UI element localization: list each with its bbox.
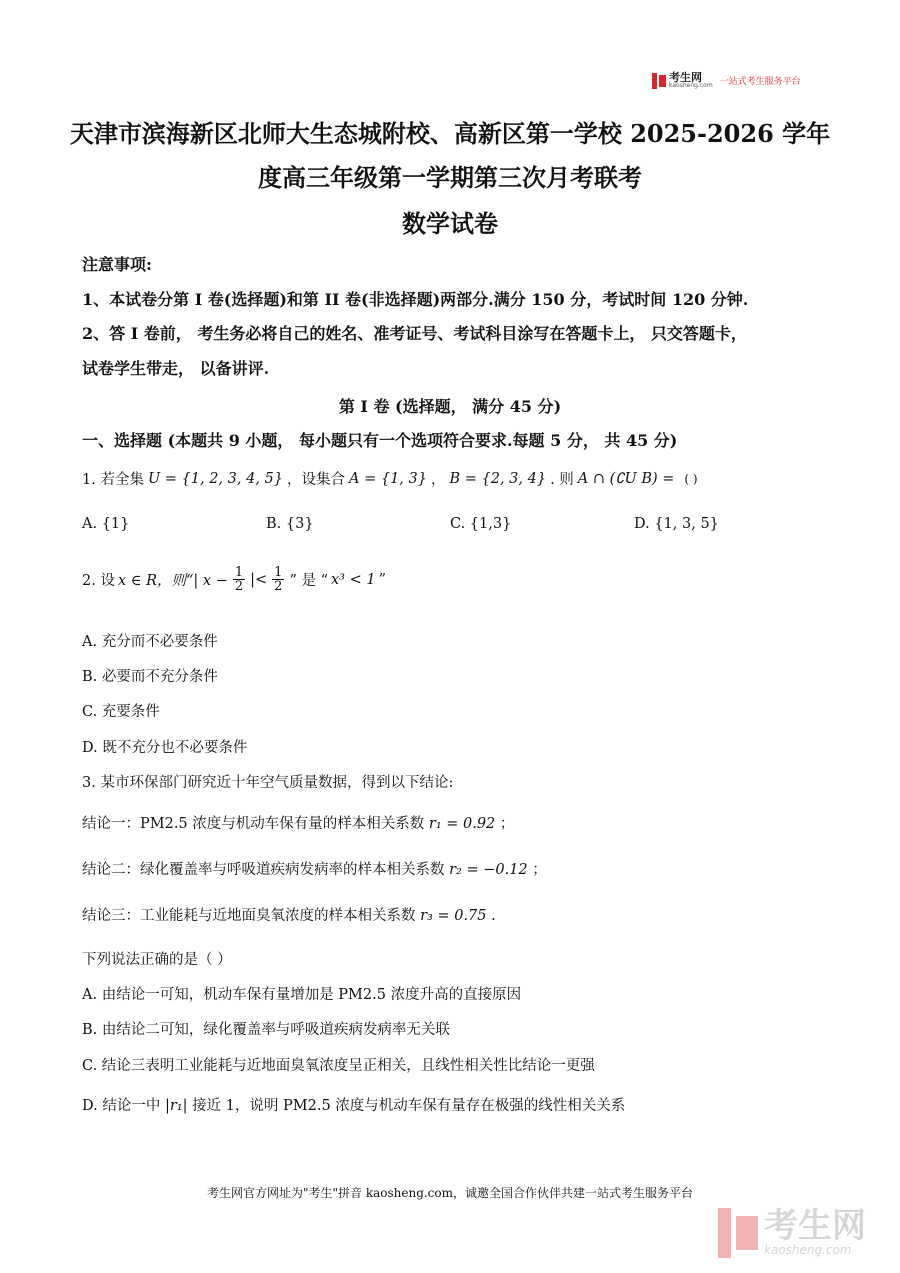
q2-prefix: 2. 设 [82, 573, 115, 589]
notes-item-2b: 试卷学生带走， 以备讲评. [82, 359, 270, 378]
q2-cond-4: ” [378, 571, 387, 588]
q3-c3-value: r₃ = 0.75 [420, 908, 487, 924]
q1-option-a: A. {1} [82, 516, 130, 532]
q3-stem: 3. 某市环保部门研究近十年空气质量数据，得到以下结论: [82, 775, 454, 791]
notes-item-1: 1、本试卷分第 I 卷(选择题)和第 II 卷(非选择题)两部分.满分 150 分，考试时间 120 分钟. [82, 290, 749, 309]
q3-option-a: A. 由结论一可知，机动车保有量增加是 PM2.5 浓度升高的直接原因 [82, 987, 522, 1003]
q3-option-b: B. 由结论二可知，绿化覆盖率与呼吸道疾病发病率无关联 [82, 1022, 450, 1038]
q1-option-c: C. {1,3} [450, 516, 512, 532]
footer-text: 考生网官方网址为"考生"拼音 kaosheng.com，诚邀全国合作伙伴共建一站式考生服务平台 [206, 1186, 694, 1200]
q3-option-c: C. 结论三表明工业能耗与近地面臭氧浓度呈正相关，且线性相关性比结论一更强 [82, 1058, 595, 1074]
q1-option-d: D. {1, 3, 5} [634, 516, 719, 532]
q2-fraction-2 [272, 566, 284, 593]
q2-frac-den-1: 2 [234, 579, 244, 594]
notes-item-2a: 2、答 I 卷前， 考生务必将自己的姓名、准考证号、考试科目涂写在答题卡上， 只交答题卡， [82, 324, 747, 343]
q2-cond-1: x ∈ R，则“| x − [117, 573, 228, 589]
q3-conclusion-1 [82, 812, 514, 833]
header-logo [652, 72, 801, 89]
q2-option-c: C. 充要条件 [82, 704, 160, 720]
q1-expression: A ∩ (∁U B) = [577, 470, 675, 487]
logo-slogan: 一站式考生服务平台 [719, 77, 801, 87]
part1-heading: 第 I 卷 (选择题， 满分 45 分) [338, 397, 562, 416]
notes-heading: 注意事项: [82, 255, 152, 274]
q1-set-b: B = {2, 3, 4} [449, 470, 547, 487]
watermark-url: kaosheng.com [764, 1243, 852, 1257]
watermark-logo-icon [718, 1208, 758, 1258]
title-line-2: 度高三年级第一学期第三次月考联考 [258, 163, 642, 192]
q2-frac-num-1: 1 [234, 565, 244, 580]
q1-set-a: A = {1, 3} [349, 470, 427, 487]
q2-cond-3: x³ < 1 [331, 571, 376, 588]
q1-prefix: 1. 若全集 [82, 472, 144, 488]
q1-option-b: B. {3} [266, 516, 314, 532]
q3-optd-abs-r1: |r₁| [164, 1098, 188, 1114]
q2-cond-mid: |< [250, 571, 268, 588]
q1-universal-set: U = {1, 2, 3, 4, 5} [147, 470, 283, 487]
q2-fraction-1 [233, 566, 245, 593]
q3-c1-value: r₁ = 0.92 [428, 816, 496, 832]
q3-optd-text-b: 接近 1，说明 PM2.5 浓度与机动车保有量存在极强的线性相关关系 [192, 1098, 626, 1114]
q2-frac-num-2: 1 [274, 565, 283, 580]
q3-c2-end: ； [532, 862, 547, 878]
logo-name: 考生网 [669, 71, 702, 84]
question-2 [82, 566, 386, 593]
watermark [718, 1208, 866, 1258]
logo-icon [652, 73, 666, 89]
q3-option-d [82, 1094, 625, 1115]
q3-c1-text: 结论一：PM2.5 浓度与机动车保有量的样本相关系数 [82, 816, 425, 832]
q3-c2-text: 结论二：绿化覆盖率与呼吸道疾病发病率的样本相关系数 [82, 862, 445, 878]
q2-frac-den-2: 2 [274, 579, 283, 594]
section-heading: 一、选择题 (本题共 9 小题， 每小题只有一个选项符合要求.每题 5 分， 共 45 分) [82, 431, 678, 450]
logo-url: kaosheng.com [669, 82, 713, 89]
watermark-name: 考生网 [764, 1206, 866, 1246]
q3-conclusion-3 [82, 904, 496, 925]
q1-paren: ( ) [684, 471, 698, 486]
q2-option-d: D. 既不充分也不必要条件 [82, 740, 248, 756]
q3-c2-value: r₂ = −0.12 [449, 862, 528, 878]
q1-then: . 则 [550, 472, 574, 488]
q3-conclusion-2 [82, 858, 547, 879]
title-line-1: 天津市滨海新区北师大生态城附校、高新区第一学校 2025-2026 学年 [69, 119, 831, 148]
q3-optd-text-a: D. 结论一中 [82, 1098, 161, 1114]
q1-mid: ，设集合 [287, 472, 345, 488]
q3-c1-end: ； [499, 816, 515, 832]
q3-c3-text: 结论三：工业能耗与近地面臭氧浓度的样本相关系数 [82, 908, 416, 924]
q2-option-a: A. 充分而不必要条件 [82, 634, 218, 650]
q3-c3-end: . [491, 908, 496, 924]
question-1: 1. 若全集 U = {1, 2, 3, 4, 5} ，设集合 A = {1, 3} ， B = {2, 3, 4} . 则 A ∩ (∁U B) = ( ) [82, 468, 698, 489]
q2-option-b: B. 必要而不充分条件 [82, 669, 218, 685]
q3-ask: 下列说法正确的是（ ） [82, 952, 232, 968]
q2-cond-2: ” 是 “ [289, 573, 328, 589]
title-line-3: 数学试卷 [402, 209, 498, 238]
